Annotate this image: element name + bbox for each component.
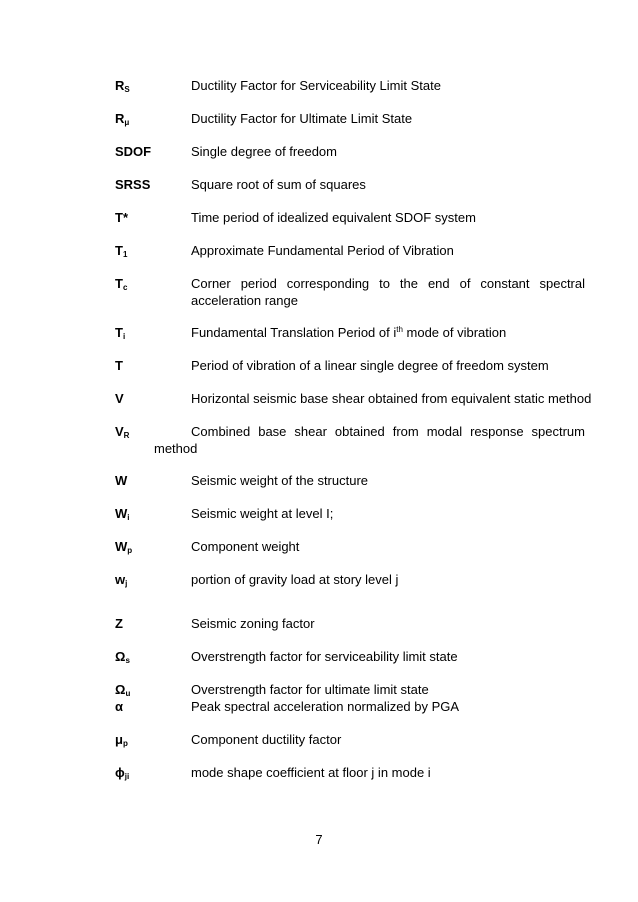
symbol: $W_i$ [115,506,130,522]
definition: Seismic weight at level I; [191,506,334,521]
symbol: $w_j$ [115,572,128,588]
symbol: $T_1$ [115,243,128,259]
definition: Component ductility factor [191,732,342,747]
symbol: $W_p$ [115,539,133,555]
definition: Square root of sum of squares [191,177,366,192]
definition: portion of gravity load at story level j [191,572,399,587]
definition: Peak spectral acceleration normalized by PGA [191,699,460,714]
symbol: $\mu_p$ [115,732,128,748]
symbol: $R_\mu$ [115,111,130,127]
definition: Approximate Fundamental Period of Vibration [191,243,454,258]
symbol: V [115,391,124,406]
definition: Seismic weight of the structure [191,473,369,488]
definition: Fundamental Translation Period of $i^{th}$ mode of vibration [191,325,507,340]
symbol: T [115,358,123,373]
symbol: SDOF [115,144,152,159]
symbol: $\Omega_u$ [115,682,131,698]
definition: Overstrength factor for ultimate limit state [191,682,429,697]
definition: Corner period corresponding to the end of constant spectral acceleration range [191,276,585,308]
symbol: $\Omega_s$ [115,649,130,665]
symbol: $R_S$ [115,78,130,94]
symbol: SRSS [115,177,151,192]
definition: Ductility Factor for Ultimate Limit State [191,111,413,126]
definition: Seismic zoning factor [191,616,315,631]
symbol: T* [115,210,128,225]
definition: mode shape coefficient at floor j in mode i [191,765,431,780]
definition: Combined base shear obtained from modal response spectrum method [154,424,585,456]
symbol: $\phi_{ji}$ [115,765,130,781]
definition: Period of vibration of a linear single degree of freedom system [191,358,549,373]
definition: Overstrength factor for serviceability limit state [191,649,458,664]
symbol: Z [115,616,123,631]
definition: Horizontal seismic base shear obtained from equivalent static method [191,391,592,406]
definition: Component weight [191,539,300,554]
definition: Single degree of freedom [191,144,337,159]
definition: Ductility Factor for Serviceability Limit State [191,78,441,93]
page-number: 7 [315,832,323,847]
symbol: α [115,699,123,714]
symbol: $V_R$ [115,424,130,440]
symbol: W [115,473,128,488]
symbol: $T_i$ [115,325,126,341]
definition: Time period of idealized equivalent SDOF system [191,210,476,225]
symbol: $T_c$ [115,276,128,292]
